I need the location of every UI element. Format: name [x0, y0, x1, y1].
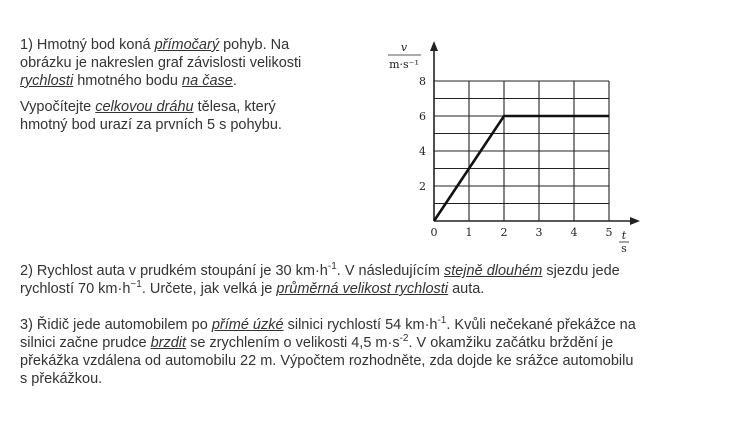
text: .: [232, 73, 237, 89]
x-axis-label-den: s: [621, 242, 627, 253]
underlined-term: rychlosti: [20, 73, 74, 89]
underlined-term: přímé úzké: [211, 317, 284, 333]
text: se zrychlením o velikosti 4,5 m·s: [186, 335, 400, 351]
graph-grid: [434, 81, 609, 221]
text: silnici začne prudce: [20, 335, 151, 351]
text: tělesa, který: [193, 99, 276, 115]
x-tick-label: 0: [430, 226, 438, 239]
text: . V okamžiku začátku brždění je: [408, 335, 614, 351]
text: rychlostí 70 km·h: [20, 281, 131, 297]
text: . V následujícím: [336, 263, 444, 279]
y-tick-label: 2: [419, 180, 426, 193]
text: 1) Hmotný bod koná: [20, 37, 155, 53]
superscript: -2: [399, 333, 409, 345]
text: . Určete, jak velká je: [141, 281, 277, 297]
text: hmotný bod urazí za prvních 5 s pohybu.: [20, 117, 282, 133]
text: obrázku je nakreslen graf závislosti velikosti: [20, 55, 302, 71]
x-tick-label: 4: [570, 226, 578, 239]
underlined-term: stejně dlouhém: [443, 263, 543, 279]
text: pohyb. Na: [219, 37, 290, 53]
problem-3-text: [20, 316, 720, 388]
y-tick-label: 6: [419, 110, 426, 123]
problem-2-text: [20, 262, 720, 298]
x-tick-label: 1: [465, 226, 473, 239]
y-axis-label-den: m·s⁻¹: [389, 58, 419, 71]
text: auta.: [448, 281, 485, 297]
text: 2) Rychlost auta v prudkém stoupání je 30 km·h: [20, 263, 328, 279]
y-tick-label: 8: [419, 75, 426, 88]
text: hmotného bodu: [73, 73, 183, 89]
superscript: -1: [327, 261, 337, 273]
text: překážka vzdálena od automobilu 22 m. Výpočtem rozhodněte, zda dojde ke srážce automobilu: [20, 353, 634, 369]
velocity-time-graph: [380, 38, 645, 253]
x-tick-label: 2: [500, 226, 508, 239]
superscript: −1: [130, 279, 142, 291]
text: 3) Řidič jede automobilem po: [20, 317, 212, 333]
text: sjezdu jede: [542, 263, 620, 279]
y-axis-label: [388, 41, 421, 71]
text: Vypočítejte: [20, 99, 96, 115]
text: s překážkou.: [20, 371, 103, 387]
superscript: -1: [437, 315, 447, 327]
y-tick-label: 4: [419, 145, 426, 158]
x-tick-label: 5: [605, 226, 613, 239]
underlined-term: celkovou dráhu: [95, 99, 194, 115]
y-axis-label-num: v: [400, 41, 408, 54]
x-tick-label: 3: [535, 226, 543, 239]
problem-1-question: [20, 98, 350, 134]
x-axis-label: [619, 229, 629, 253]
text: . Kvůli nečekané překážce na: [446, 317, 636, 333]
text: silnici rychlostí 54 km·h: [283, 317, 438, 333]
underlined-term: přímočarý: [154, 37, 220, 53]
x-axis-label-num: t: [621, 229, 627, 242]
problem-1-text: [20, 36, 350, 90]
tick-labels: [419, 75, 613, 239]
underlined-term: průměrná velikost rychlosti: [276, 281, 449, 297]
underlined-term: na čase: [182, 73, 233, 89]
underlined-term: brzdit: [150, 335, 187, 351]
